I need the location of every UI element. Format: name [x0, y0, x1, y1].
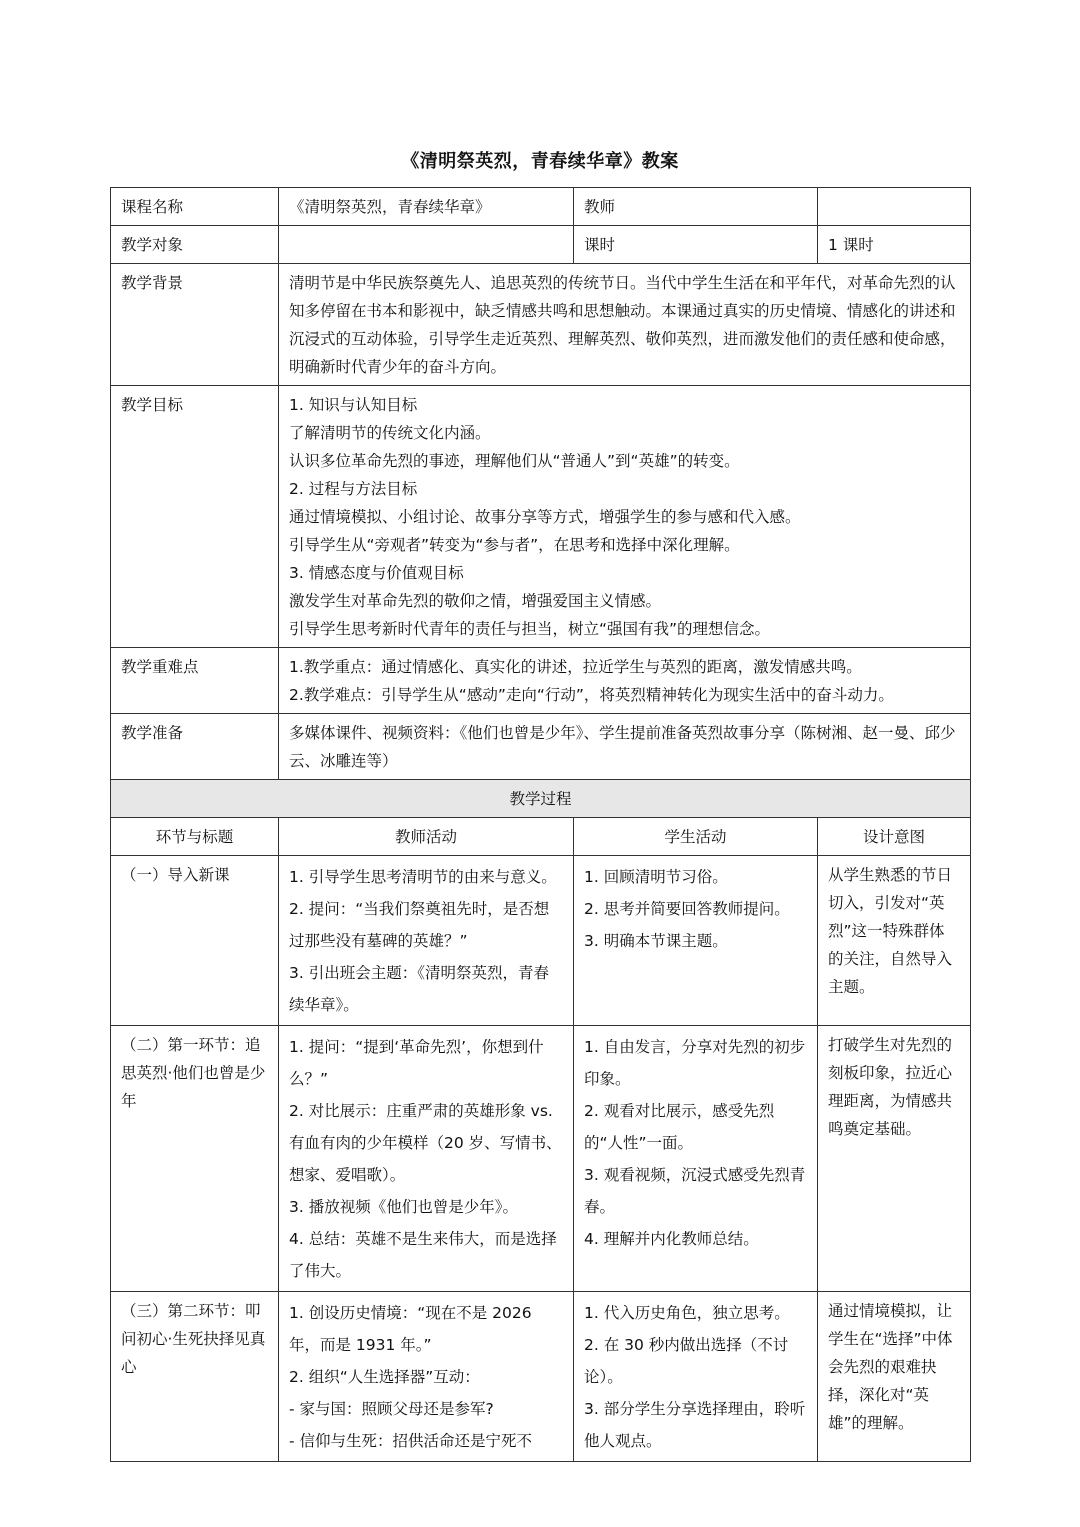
stage-title: （三）第二环节：叩问初心·生死抉择见真心 — [111, 1292, 279, 1462]
process-header-row — [111, 818, 971, 856]
background-label: 教学背景 — [111, 264, 279, 386]
student-activity-line: 2. 观看对比展示，感受先烈的“人性”一面。 — [584, 1102, 775, 1152]
teacher-activity-line: 4. 总结：英雄不是生来伟大，而是选择了伟大。 — [289, 1230, 557, 1280]
objective-line: 3. 情感态度与价值观目标 — [289, 564, 464, 582]
teacher-activity-line: - 家与国：照顾父母还是参军? — [289, 1400, 494, 1418]
student-activity-line: 1. 回顾清明节习俗。 — [584, 868, 728, 886]
objective-line: 通过情境模拟、小组讨论、故事分享等方式，增强学生的参与感和代入感。 — [289, 508, 801, 526]
objective-line: 了解清明节的传统文化内涵。 — [289, 424, 491, 442]
course-value: 《清明祭英烈，青春续华章》 — [279, 188, 574, 226]
teacher-activity — [279, 1292, 574, 1462]
key-point-line: 1.教学重点：通过情感化、真实化的讲述，拉近学生与英烈的距离，激发情感共鸣。 — [289, 658, 862, 676]
teacher-activity-line: 1. 创设历史情境：“现在不是 2026 年，而是 1931 年。” — [289, 1304, 532, 1354]
student-activity — [574, 856, 818, 1026]
preparation-label: 教学准备 — [111, 714, 279, 780]
teacher-activity-line: - 信仰与生死：招供活命还是宁死不 — [289, 1432, 533, 1450]
hours-label: 课时 — [574, 226, 818, 264]
student-activity-line: 2. 在 30 秒内做出选择（不讨论）。 — [584, 1336, 789, 1386]
teacher-activity-line: 2. 对比展示：庄重严肃的英雄形象 vs. 有血有肉的少年模样（20 岁、写情书、想家、爱唱歌）。 — [289, 1102, 562, 1184]
objectives-row — [111, 386, 971, 648]
objective-line: 引导学生思考新时代青年的责任与担当，树立“强国有我”的理想信念。 — [289, 620, 771, 638]
objective-line: 引导学生从“旁观者”转变为“参与者”，在思考和选择中深化理解。 — [289, 536, 740, 554]
header-intent: 设计意图 — [818, 818, 971, 856]
process-row — [111, 1026, 971, 1292]
design-intent: 通过情境模拟，让学生在“选择”中体会先烈的艰难抉择，深化对“英雄”的理解。 — [818, 1292, 971, 1462]
student-activity-line: 3. 观看视频，沉浸式感受先烈青春。 — [584, 1166, 806, 1216]
objective-line: 激发学生对革命先烈的敬仰之情，增强爱国主义情感。 — [289, 592, 662, 610]
key-points-content — [279, 648, 971, 714]
background-text: 清明节是中华民族祭奠先人、追思英烈的传统节日。当代中学生生活在和平年代，对革命先烈的认知多停留在书本和影视中，缺乏情感共鸣和思想触动。本课通过真实的历史情境、情感化的讲述和沉浸式的互动体验，引导学生走近英烈、理解英烈、敬仰英烈，进而激发他们的责任感和使命感，明确新时代青少年的奋斗方向。 — [279, 264, 971, 386]
design-intent: 打破学生对先烈的刻板印象，拉近心理距离，为情感共鸣奠定基础。 — [818, 1026, 971, 1292]
objective-line: 2. 过程与方法目标 — [289, 480, 418, 498]
process-section-row — [111, 780, 971, 818]
key-point-line: 2.教学难点：引导学生从“感动”走向“行动”，将英烈精神转化为现实生活中的奋斗动力。 — [289, 686, 894, 704]
target-label: 教学对象 — [111, 226, 279, 264]
objective-line: 1. 知识与认知目标 — [289, 396, 418, 414]
student-activity-line: 1. 自由发言，分享对先烈的初步印象。 — [584, 1038, 806, 1088]
process-section-title: 教学过程 — [111, 780, 971, 818]
preparation-text: 多媒体课件、视频资料：《他们也曾是少年》、学生提前准备英烈故事分享（陈树湘、赵一曼、邱少云、冰雕连等） — [279, 714, 971, 780]
process-row — [111, 1292, 971, 1462]
target-row — [111, 226, 971, 264]
process-row — [111, 856, 971, 1026]
student-activity-line: 4. 理解并内化教师总结。 — [584, 1230, 759, 1248]
teacher-activity-line: 2. 组织“人生选择器”互动： — [289, 1368, 480, 1386]
key-points-label: 教学重难点 — [111, 648, 279, 714]
objectives-content — [279, 386, 971, 648]
student-activity-line: 1. 代入历史角色，独立思考。 — [584, 1304, 790, 1322]
background-row — [111, 264, 971, 386]
teacher-value — [818, 188, 971, 226]
lesson-plan-table — [110, 187, 971, 1462]
preparation-row — [111, 714, 971, 780]
header-student: 学生活动 — [574, 818, 818, 856]
design-intent: 从学生熟悉的节日切入，引发对“英烈”这一特殊群体的关注，自然导入主题。 — [818, 856, 971, 1026]
objectives-label: 教学目标 — [111, 386, 279, 648]
student-activity — [574, 1292, 818, 1462]
teacher-activity-line: 3. 播放视频《他们也曾是少年》。 — [289, 1198, 518, 1216]
student-activity-line: 3. 明确本节课主题。 — [584, 932, 728, 950]
teacher-activity-line: 1. 提问：“提到‘革命先烈’，你想到什么？” — [289, 1038, 544, 1088]
teacher-activity-line: 3. 引出班会主题：《清明祭英烈，青春续华章》。 — [289, 964, 549, 1014]
stage-title: （一）导入新课 — [111, 856, 279, 1026]
teacher-label: 教师 — [574, 188, 818, 226]
teacher-activity-line: 1. 引导学生思考清明节的由来与意义。 — [289, 868, 557, 886]
header-teacher: 教师活动 — [279, 818, 574, 856]
student-activity-line: 3. 部分学生分享选择理由，聆听他人观点。 — [584, 1400, 806, 1450]
teacher-activity — [279, 1026, 574, 1292]
course-label: 课程名称 — [111, 188, 279, 226]
hours-value: 1 课时 — [818, 226, 971, 264]
teacher-activity-line: 2. 提问：“当我们祭奠祖先时，是否想过那些没有墓碑的英雄？” — [289, 900, 550, 950]
objective-line: 认识多位革命先烈的事迹，理解他们从“普通人”到“英雄”的转变。 — [289, 452, 740, 470]
header-stage: 环节与标题 — [111, 818, 279, 856]
student-activity — [574, 1026, 818, 1292]
stage-title: （二）第一环节：追思英烈·他们也曾是少年 — [111, 1026, 279, 1292]
teacher-activity — [279, 856, 574, 1026]
key-points-row — [111, 648, 971, 714]
target-value — [279, 226, 574, 264]
document-title: 《清明祭英烈，青春续华章》教案 — [401, 151, 679, 172]
course-row — [111, 188, 971, 226]
student-activity-line: 2. 思考并简要回答教师提问。 — [584, 900, 790, 918]
